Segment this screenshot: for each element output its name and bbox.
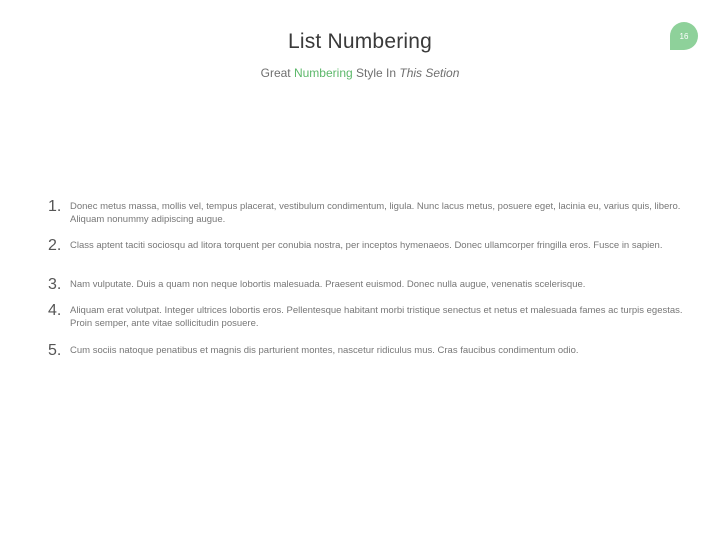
subtitle-accent: Numbering bbox=[293, 66, 353, 80]
list-item-number: 5. bbox=[48, 342, 62, 359]
list-item-text: Donec metus massa, mollis vel, tempus placerat, vestibulum condimentum, ligula. Nunc lacus metus, posuere eget, lacinia eu, varius quis, libero. Aliquam nonummy adipiscing augue. bbox=[70, 201, 681, 225]
slide-title: List Numbering bbox=[287, 30, 433, 53]
list-item bbox=[48, 238, 688, 254]
list-item-number: 1. bbox=[48, 198, 62, 215]
list-item-text: Aliquam erat volutpat. Integer ultrices lobortis eros. Pellentesque habitant morbi tristique senectus et netus et malesuada fames ac turpis egestas. Proin semper, ante vitae sollicitudin posuere. bbox=[70, 305, 683, 329]
subtitle-italic: This Setion bbox=[399, 66, 460, 80]
list-item bbox=[48, 199, 688, 226]
list-item-text: Class aptent taciti sociosqu ad litora torquent per conubia nostra, per inceptos hymenaeos. Donec ullamcorper fringilla eros. Fusce in sapien. bbox=[70, 240, 663, 251]
list-item-number: 4. bbox=[48, 302, 62, 319]
list-item bbox=[48, 303, 688, 330]
list-item-text: Nam vulputate. Duis a quam non neque lobortis malesuada. Praesent euismod. Donec nulla augue, venenatis scelerisque. bbox=[70, 279, 586, 290]
subtitle-text-1: Great bbox=[260, 66, 294, 80]
list-item bbox=[48, 343, 688, 359]
list-item bbox=[48, 277, 688, 293]
list-item-text: Cum sociis natoque penatibus et magnis dis parturient montes, nascetur ridiculus mus. Cras faucibus condimentum odio. bbox=[70, 345, 579, 356]
slide-subtitle bbox=[0, 66, 720, 80]
list-item-number: 3. bbox=[48, 276, 62, 293]
page-number: 16 bbox=[679, 31, 689, 41]
list-item-number: 2. bbox=[48, 237, 62, 254]
subtitle-text-2: Style In bbox=[352, 66, 400, 80]
